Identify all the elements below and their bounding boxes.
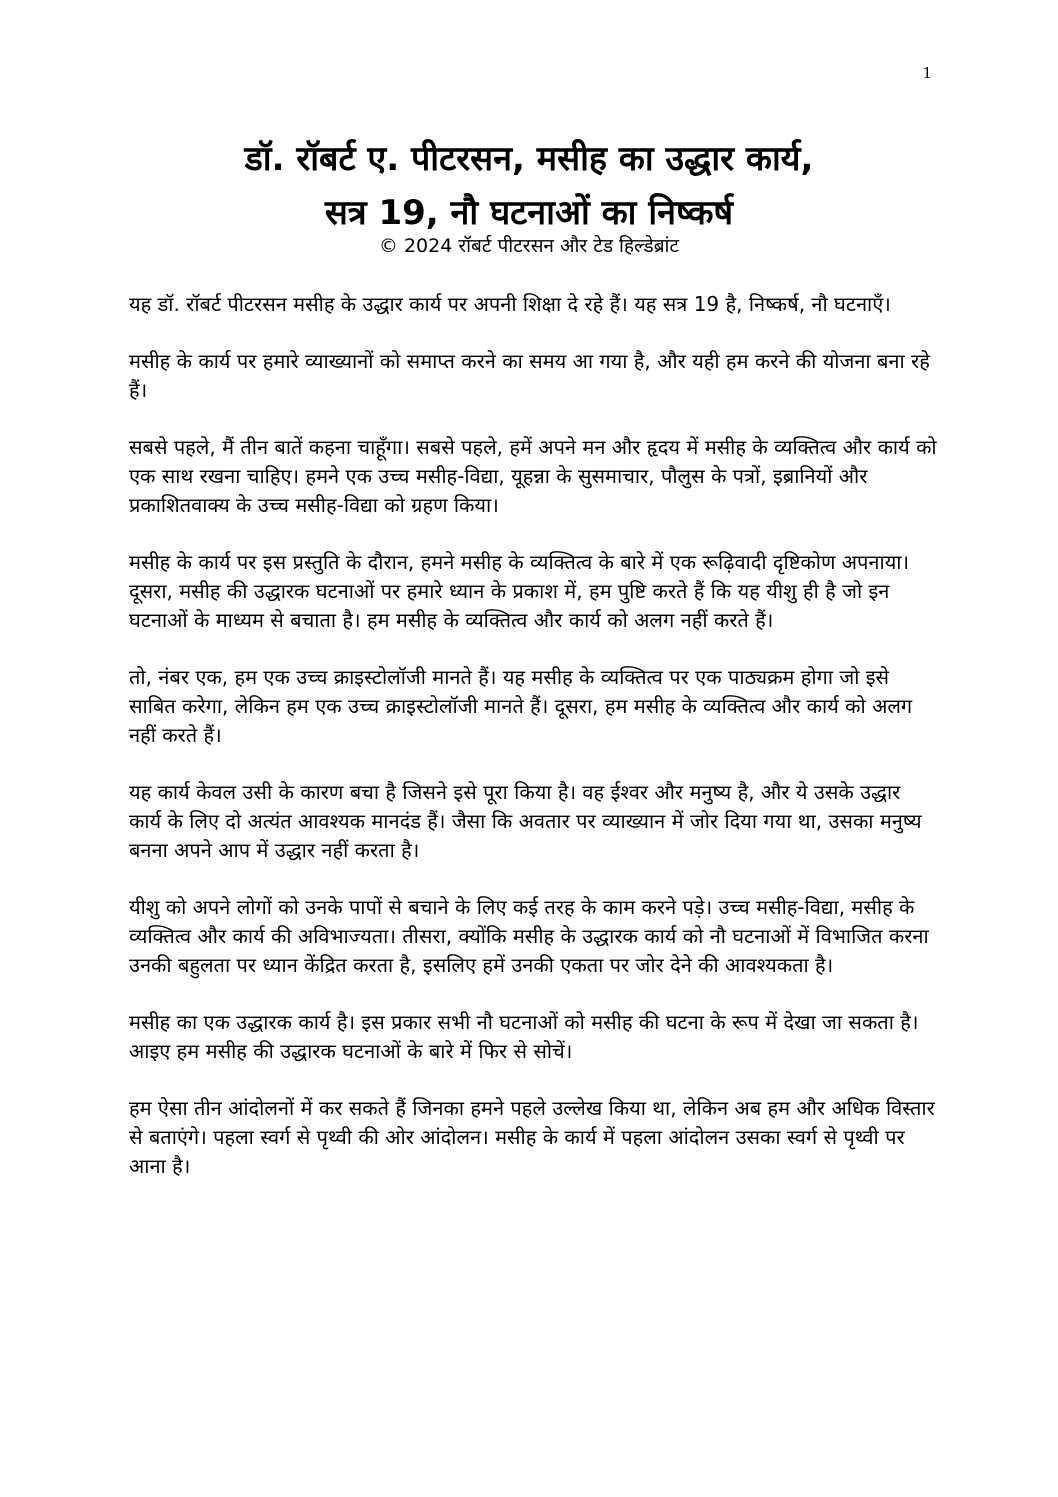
paragraph-1: यह डॉ. रॉबर्ट पीटरसन मसीह के उद्धार कार्य पर अपनी शिक्षा दे रहे हैं। यह सत्र 19 है, निष्कर्ष, नौ घटनाएँ। bbox=[129, 292, 891, 316]
title-line-1: डॉ. रॉबर्ट ए. पीटरसन, मसीह का उद्धार कार्य, bbox=[244, 139, 814, 179]
paragraph-7: यीशु को अपने लोगों को उनके पापों से बचाने के लिए कई तरह के काम करने पड़े। उच्च मसीह-विद्या, मसीह के व्यक्तित्व और कार्य की अविभाज्यता। तीसरा, क्योंकि मसीह के उद्धारक कार्य को नौ घटनाओं में विभाजित करना उनकी बहुलता पर ध्यान केंद्रित करता है, इसलिए हमें उनकी एकता पर जोर देने की आवश्यकता है। bbox=[129, 895, 929, 977]
paragraph-4: मसीह के कार्य पर इस प्रस्तुति के दौरान, हमने मसीह के व्यक्तित्व के बारे में एक रूढ़िवादी दृष्टिकोण अपनाया। दूसरा, मसीह की उद्धारक घटनाओं पर हमारे ध्यान के प्रकाश में, हम पुष्टि करते हैं कि यह यीशु ही है जो इन घटनाओं के माध्यम से बचाता है। हम मसीह के व्यक्तित्व और कार्य को अलग नहीं करते हैं। bbox=[129, 550, 910, 632]
page-number: 1 bbox=[922, 64, 932, 82]
paragraph-9: हम ऐसा तीन आंदोलनों में कर सकते हैं जिनका हमने पहले उल्लेख किया था, लेकिन अब हम और अधिक विस्तार से बताएंगे। पहला स्वर्ग से पृथ्वी की ओर आंदोलन। मसीह के कार्य में पहला आंदोलन उसका स्वर्ग से पृथ्वी पर आना है। bbox=[129, 1096, 935, 1178]
paragraph-5: तो, नंबर एक, हम एक उच्च क्राइस्टोलॉजी मानते हैं। यह मसीह के व्यक्तित्व पर एक पाठ्यक्रम होगा जो इसे साबित करेगा, लेकिन हम एक उच्च क्राइस्टोलॉजी मानते हैं। दूसरा, हम मसीह के व्यक्तित्व और कार्य को अलग नहीं करते हैं। bbox=[129, 665, 913, 747]
document-body bbox=[129, 290, 937, 1209]
document-title bbox=[90, 132, 968, 240]
copyright-notice: © 2024 रॉबर्ट पीटरसन और टेड हिल्डेब्रांट bbox=[378, 235, 680, 257]
paragraph-2: मसीह के कार्य पर हमारे व्याख्यानों को समाप्त करने का समय आ गया है, और यही हम करने की योजना बना रहे हैं। bbox=[129, 349, 930, 402]
paragraph-6: यह कार्य केवल उसी के कारण बचा है जिसने इसे पूरा किया है। वह ईश्वर और मनुष्य है, और ये उसके उद्धार कार्य के लिए दो अत्यंत आवश्यक मानदंड हैं। जैसा कि अवतार पर व्याख्यान में जोर दिया गया था, उसका मनुष्य बनना अपने आप में उद्धार नहीं करता है। bbox=[129, 780, 922, 862]
paragraph-8: मसीह का एक उद्धारक कार्य है। इस प्रकार सभी नौ घटनाओं को मसीह की घटना के रूप में देखा जा सकता है। आइए हम मसीह की उद्धारक घटनाओं के बारे में फिर से सोचें। bbox=[129, 1010, 919, 1063]
title-line-2: सत्र 19, नौ घटनाओं का निष्कर्ष bbox=[324, 193, 734, 233]
paragraph-3: सबसे पहले, मैं तीन बातें कहना चाहूँगा। सबसे पहले, हमें अपने मन और हृदय में मसीह के व्यक्तित्व और कार्य को एक साथ रखना चाहिए। हमने एक उच्च मसीह-विद्या, यूहन्ना के सुसमाचार, पौलुस के पत्रों, इब्रानियों और प्रकाशितवाक्य के उच्च मसीह-विद्या को ग्रहण किया। bbox=[129, 435, 937, 517]
